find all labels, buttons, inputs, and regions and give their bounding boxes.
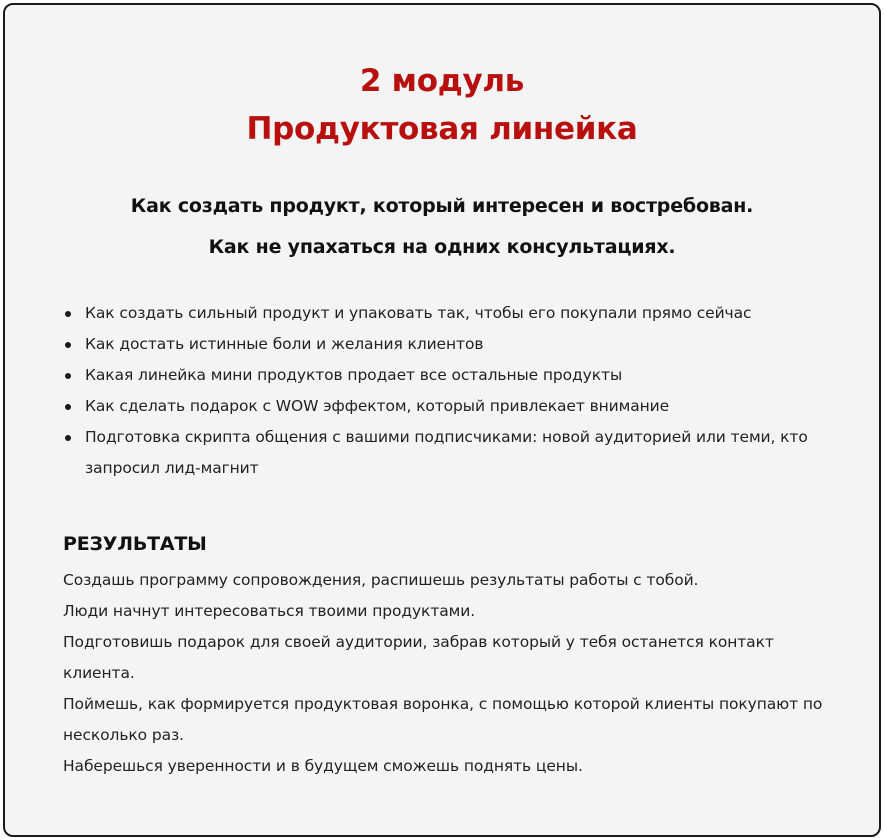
topic-text: Подготовка скрипта общения с вашими подписчиками: новой аудиторией или теми, кто запросил лид-магнит <box>85 428 808 477</box>
topic-item <box>63 391 833 422</box>
topic-item <box>63 422 833 484</box>
topic-item <box>63 298 833 329</box>
topic-text: Какая линейка мини продуктов продает все остальные продукты <box>85 366 623 384</box>
results-section <box>63 565 843 782</box>
module-card <box>3 3 881 837</box>
result-line: Наберешься уверенности и в будущем сможешь поднять цены. <box>63 757 583 775</box>
bullet-icon <box>65 404 71 410</box>
bullet-icon <box>65 435 71 441</box>
topics-list <box>63 298 833 484</box>
module-number-title: 2 модуль <box>359 63 525 99</box>
bullet-icon <box>65 342 71 348</box>
subtitle-line-2: Как не упахаться на одних консультациях. <box>208 236 676 258</box>
topic-text: Как сделать подарок с WOW эффектом, который привлекает внимание <box>85 397 670 415</box>
result-line: Поймешь, как формируется продуктовая воронка, с помощью которой клиенты покупают по несколько раз. <box>63 695 823 744</box>
bullet-icon <box>65 373 71 379</box>
topic-text: Как достать истинные боли и желания клиентов <box>85 335 484 353</box>
result-line: Подготовишь подарок для своей аудитории, забрав который у тебя останется контакт клиента. <box>63 633 774 682</box>
topic-text: Как создать сильный продукт и упаковать так, чтобы его покупали прямо сейчас <box>85 304 752 322</box>
topic-item <box>63 360 833 391</box>
bullet-icon <box>65 311 71 317</box>
results-heading: РЕЗУЛЬТАТЫ <box>63 533 207 555</box>
subtitle-line-1: Как создать продукт, который интересен и востребован. <box>130 195 754 217</box>
result-line: Создашь программу сопровождения, распишешь результаты работы с тобой. <box>63 571 699 589</box>
topic-item <box>63 329 833 360</box>
module-name-title: Продуктовая линейка <box>246 111 638 147</box>
result-line: Люди начнут интересоваться твоими продуктами. <box>63 602 476 620</box>
